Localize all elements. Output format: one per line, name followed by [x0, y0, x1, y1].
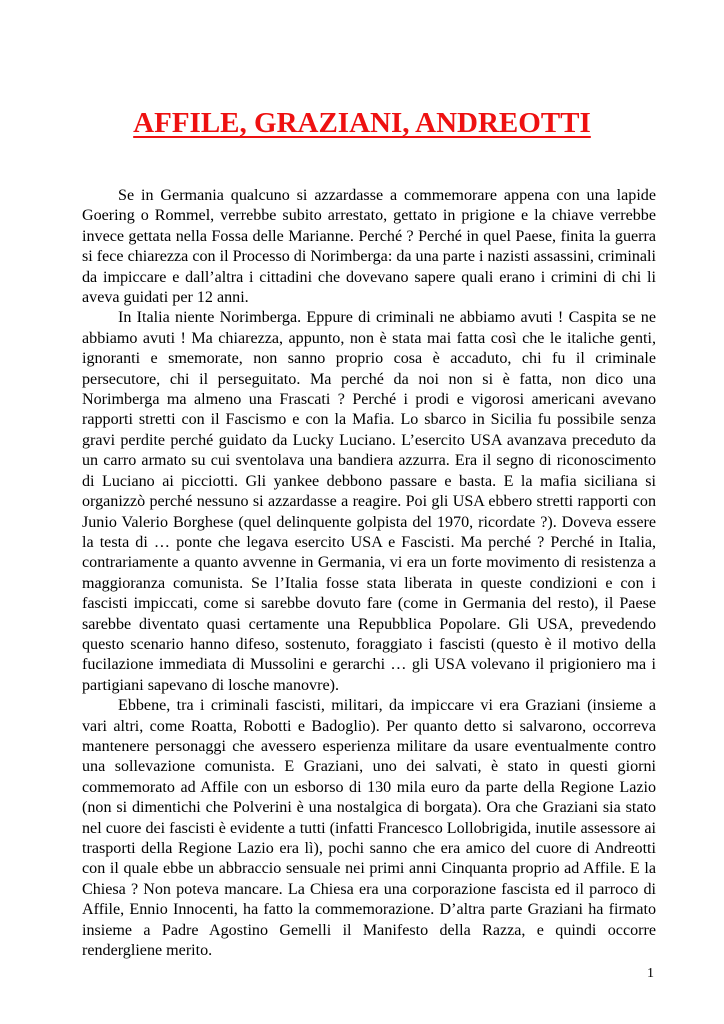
paragraph-3: Ebbene, tra i criminali fascisti, militari, da impiccare vi era Graziani (insieme a vari altri, come Roatta, Robotti e Badoglio). Per quanto detto si salvarono, occorreva mantenere personaggi che avessero esperienza militare da usare eventualmente contro una sollevazione comunista. E Graziani, uno dei salvati, è stato in questi giorni commemorato ad Affile con un esborso di 130 mila euro da parte della Regione Lazio (non si dimentichi che Polverini è una nostalgica di borgata). Ora che Graziani sia stato nel cuore dei fascisti è evidente a tutti (infatti Francesco Lollobrigida, inutile assessore ai trasporti della Regione Lazio era lì), pochi sanno che era amico del cuore di Andreotti con il quale ebbe un abbraccio sensuale nei primi anni Cinquanta proprio ad Affile. E la Chiesa ? Non poteva mancare. La Chiesa era una corporazione fascista ed il parroco di Affile, Ennio Innocenti, ha fatto la commemorazione. D’altra parte Graziani ha firmato insieme a Padre Agostino Gemelli il Manifesto della Razza, e quindi occorre rendergliene merito. — [82, 697, 656, 960]
page-title: AFFILE, GRAZIANI, ANDREOTTI — [133, 107, 591, 139]
page-number: 1 — [647, 966, 654, 981]
paragraph-2: In Italia niente Norimberga. Eppure di criminali ne abbiamo avuti ! Caspita se ne abbiamo avuti ! Ma chiarezza, appunto, non è stata mai fatta così che le italiche genti, ignoranti e smemorate, non sanno proprio cosa è accaduto, chi fu il criminale persecutore, chi il perseguitato. Ma perché da noi non si è fatta, non dico una Norimberga ma almeno una Frascati ? Perché i prodi e vigorosi americani avevano rapporti stretti con il Fascismo e con la Mafia. Lo sbarco in Sicilia fu possibile senza gravi perdite perché guidato da Lucky Luciano. L’esercito USA avanzava preceduto da un carro armato su cui sventolava una bandiera azzurra. Era il segno di riconoscimento di Luciano ai picciotti. Gli yankee debbono passare e basta. E la mafia siciliana si organizzò perché nessuno si azzardasse a reagire. Poi gli USA ebbero stretti rapporti con Junio Valerio Borghese (quel delinquente golpista del 1970, ricordate ?). Doveva essere la testa di … ponte che legava esercito USA e Fascisti. Ma perché ? Perché in Italia, contrariamente a quanto avvenne in Germania, vi era un forte movimento di resistenza a maggioranza comunista. Se l’Italia fosse stata liberata in queste condizioni e con i fascisti impiccati, come si sarebbe dovuto fare (come in Germania del resto), il Paese sarebbe diventato quasi certamente una Repubblica Popolare. Gli USA, prevedendo questo scenario hanno difeso, sostenuto, foraggiato i fascisti (questo è il motivo della fucilazione immediata di Mussolini e gerarchi … gli USA volevano il prigioniero ma i partigiani sapevano di losche manovre). — [82, 309, 656, 694]
article-body — [82, 186, 656, 961]
paragraph-1: Se in Germania qualcuno si azzardasse a commemorare appena con una lapide Goering o Rommel, verrebbe subito arrestato, gettato in prigione e la chiave verrebbe invece gettata nella Fossa delle Marianne. Perché ? Perché in quel Paese, finita la guerra si fece chiarezza con il Processo di Norimberga: da una parte i nazisti assassini, criminali da impiccare e dall’altra i cittadini che dovevano sapere quali erano i crimini di chi li aveva guidati per 12 anni. — [82, 187, 656, 307]
